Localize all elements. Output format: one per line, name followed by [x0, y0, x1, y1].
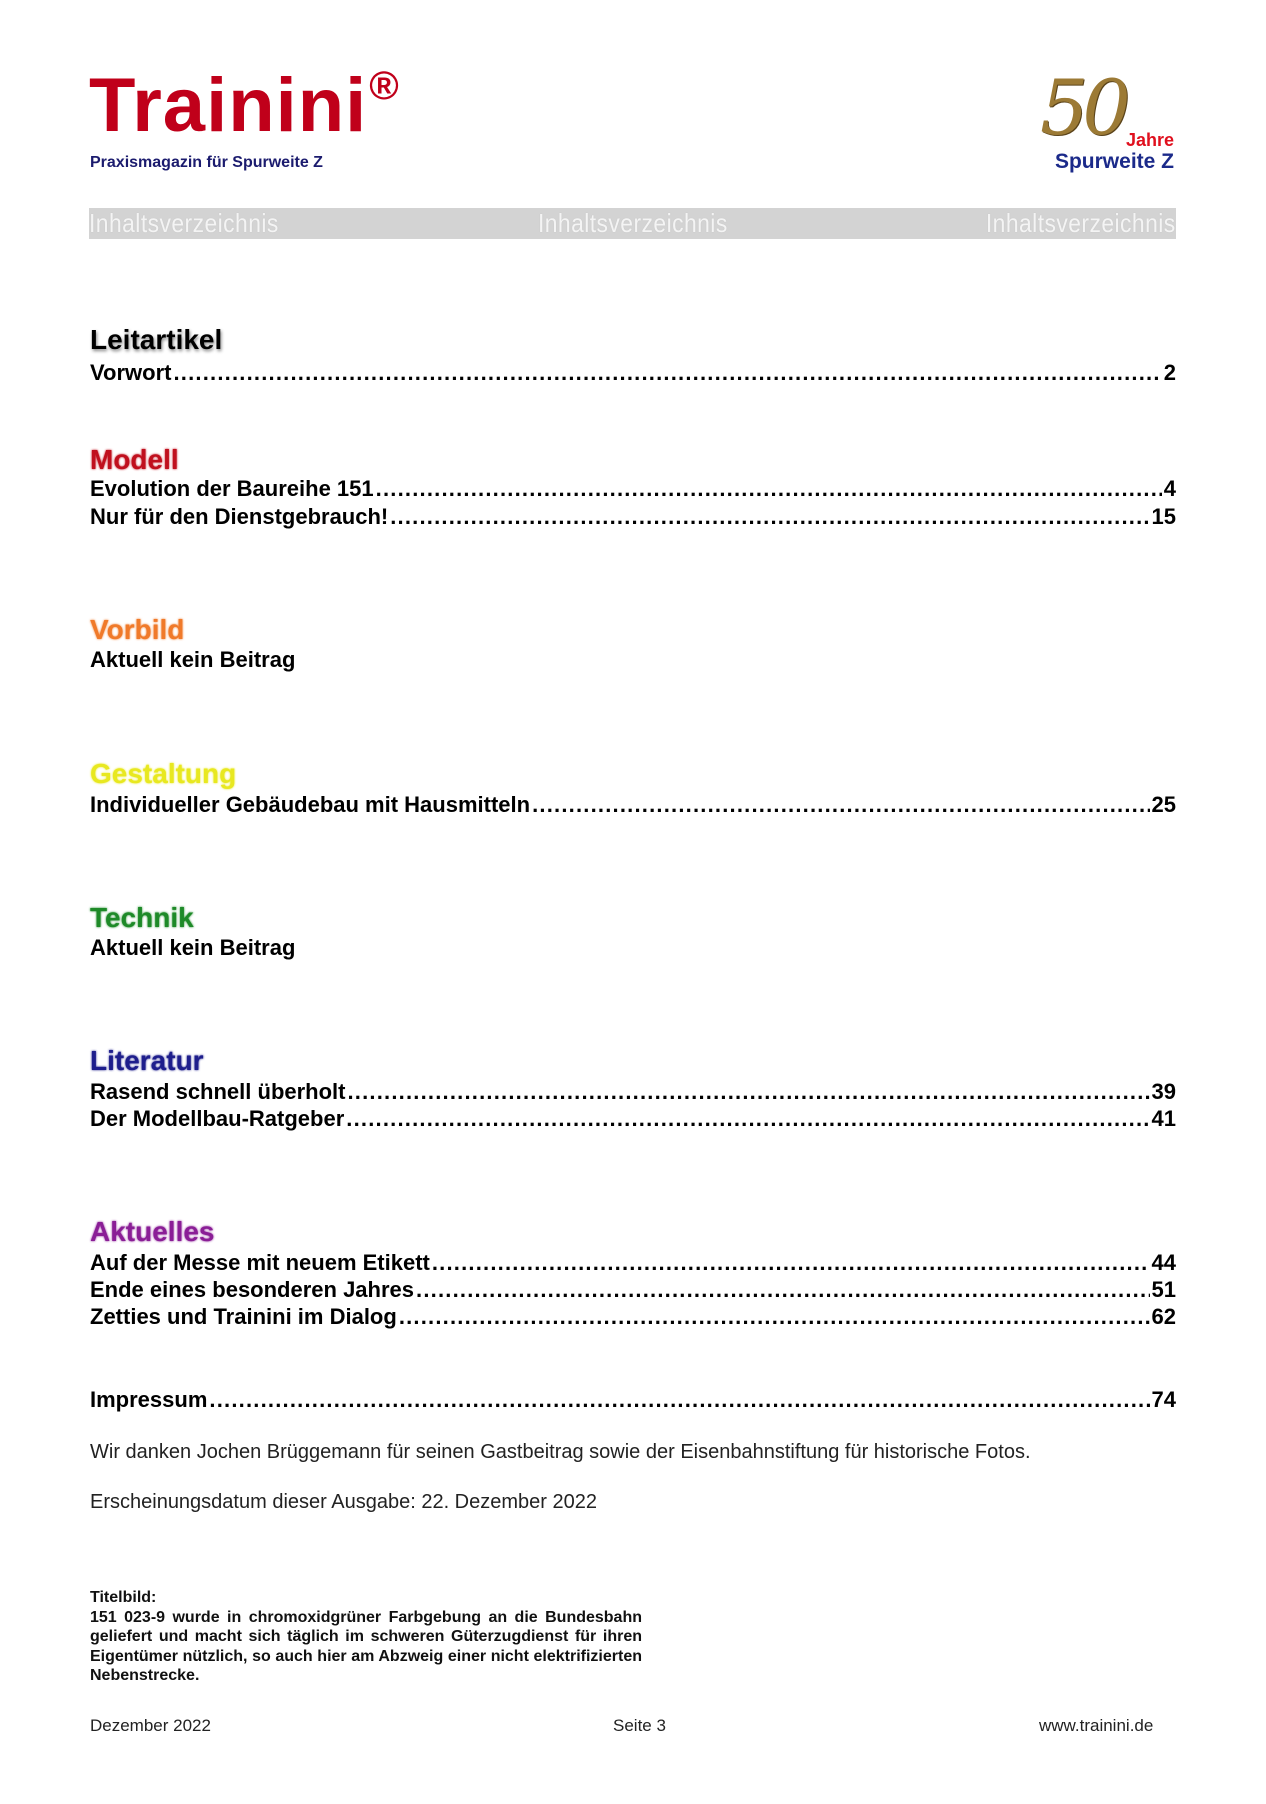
- registered-mark: ®: [369, 64, 400, 108]
- toc-entry[interactable]: [90, 1250, 1176, 1276]
- toc-entry-page: 4: [1163, 476, 1176, 501]
- toc-entry[interactable]: [90, 1277, 1176, 1303]
- section-title-leitartikel: Leitartikel: [90, 324, 223, 355]
- logo-number: 50: [1040, 63, 1125, 152]
- leader-dots: [376, 476, 1162, 502]
- toc-entry[interactable]: [90, 1304, 1176, 1330]
- toc-entry-impressum[interactable]: [90, 1387, 1176, 1413]
- toc-entry-title: Evolution der Baureihe 151: [90, 476, 374, 501]
- toc-entry-title: Impressum: [90, 1387, 208, 1412]
- toc-entry-page: 15: [1151, 504, 1176, 529]
- toc-entry-title: Der Modellbau-Ratgeber: [90, 1106, 345, 1131]
- toc-entry[interactable]: [90, 1079, 1176, 1105]
- banner-label: Inhaltsverzeichnis: [89, 208, 279, 238]
- toc-entry[interactable]: [90, 1106, 1176, 1132]
- toc-entry[interactable]: [90, 792, 1176, 818]
- toc-entry-page: 2: [1163, 360, 1176, 385]
- logo-spurweite: Spurweite Z: [1054, 150, 1174, 173]
- section-title-literatur: Literatur: [90, 1045, 204, 1076]
- toc-entry-title: Rasend schnell überholt: [90, 1079, 346, 1104]
- toc-entry-page: 62: [1151, 1304, 1176, 1329]
- leader-dots: [532, 792, 1149, 818]
- empty-section-note: Aktuell kein Beitrag: [90, 935, 296, 960]
- leader-dots: [399, 1304, 1150, 1330]
- toc-entry[interactable]: [90, 476, 1176, 502]
- empty-section-note: Aktuell kein Beitrag: [90, 647, 296, 672]
- footer-website[interactable]: www.trainini.de: [1039, 1716, 1154, 1735]
- cover-caption: [90, 1588, 642, 1686]
- section-title-vorbild: Vorbild: [90, 614, 185, 645]
- cover-caption-label: Titelbild:: [90, 1589, 157, 1606]
- toc-entry-page: 25: [1151, 792, 1176, 817]
- banner-label: Inhaltsverzeichnis: [537, 208, 728, 238]
- toc-entry[interactable]: [90, 360, 1176, 386]
- logo-jahre: Jahre: [1125, 130, 1174, 150]
- toc-entry-page: 51: [1151, 1277, 1176, 1302]
- toc-entry-title: Individueller Gebäudebau mit Hausmitteln: [90, 792, 531, 817]
- toc-entry-title: Vorwort: [90, 360, 172, 385]
- acknowledgement-text: Wir danken Jochen Brüggemann für seinen Gastbeitrag sowie der Eisenbahnstiftung für historische Fotos.: [90, 1441, 1031, 1463]
- section-title-aktuelles: Aktuelles: [90, 1216, 215, 1247]
- magazine-title: [89, 63, 400, 148]
- anniversary-logo: [1040, 63, 1180, 180]
- leader-dots: [209, 1387, 1149, 1413]
- footer-date: Dezember 2022: [90, 1716, 211, 1735]
- section-banner: [89, 208, 1176, 239]
- section-title-technik: Technik: [90, 902, 194, 933]
- release-date-text: Erscheinungsdatum dieser Ausgabe: 22. Dezember 2022: [90, 1491, 597, 1513]
- footer-page-number: Seite 3: [613, 1716, 666, 1735]
- leader-dots: [346, 1106, 1149, 1132]
- cover-caption-text: 151 023-9 wurde in chromoxidgrüner Farbgebung an die Bundesbahn geliefert und macht sich täglich im schweren Güterzugdienst für ihren Eigentümer nützlich, so auch hier am Abzweig einer nicht elektrifizierten Nebenstrecke.: [90, 1608, 642, 1684]
- leader-dots: [173, 360, 1161, 386]
- toc-entry-title: Auf der Messe mit neuem Etikett: [90, 1250, 430, 1275]
- brand-name: Trainini: [89, 63, 368, 148]
- magazine-tagline: Praxismagazin für Spurweite Z: [90, 154, 323, 171]
- banner-label: Inhaltsverzeichnis: [986, 208, 1176, 238]
- leader-dots: [390, 504, 1149, 530]
- toc-entry-page: 39: [1151, 1079, 1176, 1104]
- toc-entry[interactable]: [90, 504, 1176, 530]
- leader-dots: [348, 1079, 1150, 1105]
- leader-dots: [416, 1277, 1149, 1303]
- leader-dots: [432, 1250, 1150, 1276]
- toc-entry-title: Ende eines besonderen Jahres: [90, 1277, 415, 1302]
- section-title-modell: Modell: [90, 444, 179, 475]
- toc-entry-title: Zetties und Trainini im Dialog: [90, 1304, 397, 1329]
- toc-entry-title: Nur für den Dienstgebrauch!: [90, 504, 389, 529]
- toc-entry-page: 44: [1151, 1250, 1176, 1275]
- toc-entry-page: 41: [1151, 1106, 1176, 1131]
- toc-entry-page: 74: [1151, 1387, 1176, 1412]
- section-title-gestaltung: Gestaltung: [90, 758, 237, 789]
